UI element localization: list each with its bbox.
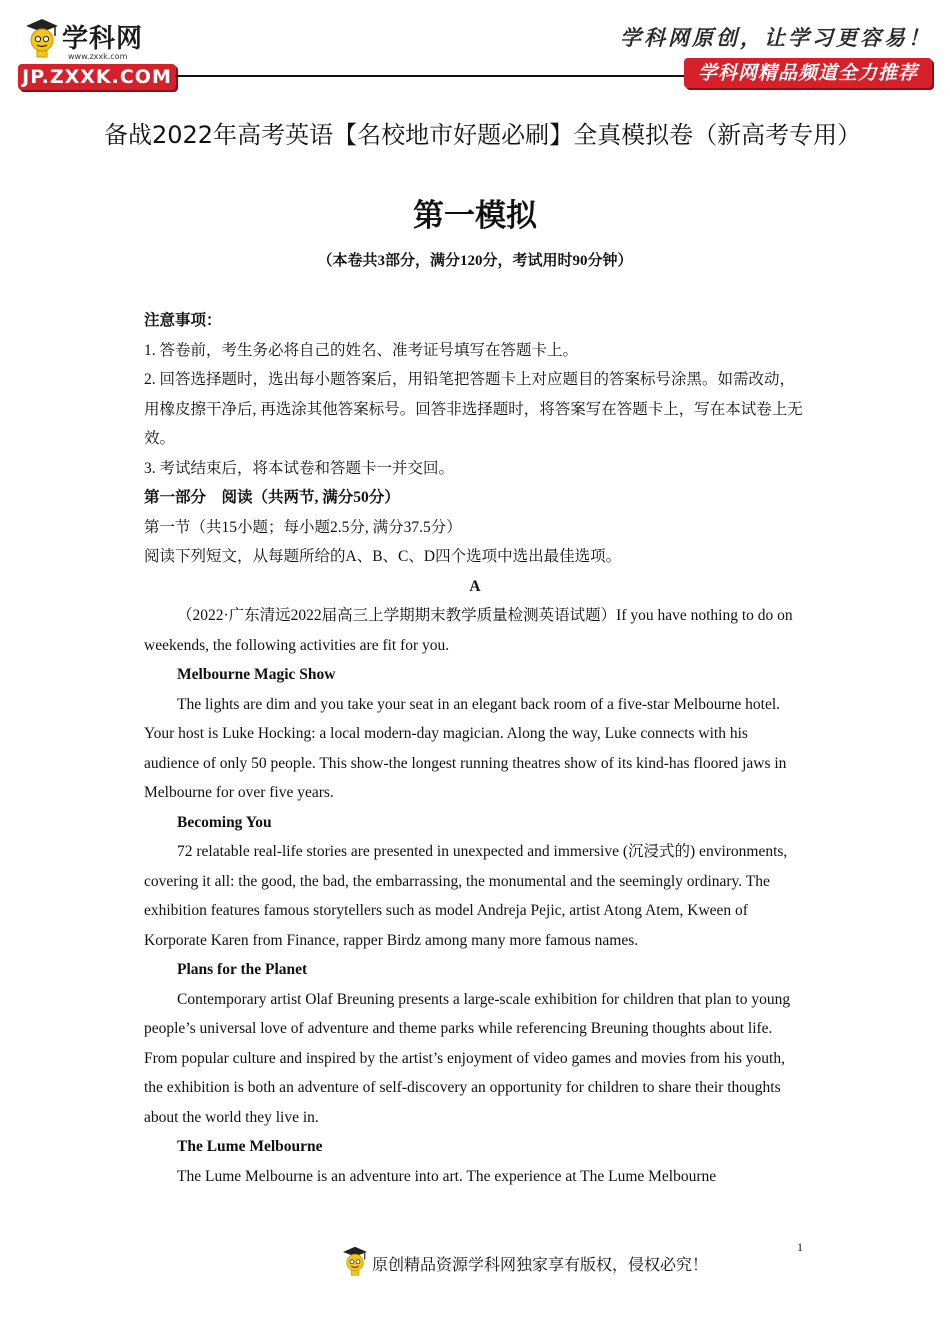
activity-text: The Lume Melbourne is an adventure into art. The experience at The Lume Melbourne <box>177 1167 717 1185</box>
activity-title: Becoming You <box>177 813 272 831</box>
activity-title: Plans for the Planet <box>177 961 308 978</box>
page-number: 1 <box>797 1240 803 1254</box>
document-body <box>144 306 806 1191</box>
activity-title: The Lume Melbourne <box>177 1138 323 1155</box>
header-divider <box>175 75 685 77</box>
passage-intro: （2022·广东清远2022届高三上学期期末教学质量检测英语试题）If you have nothing to do on weekends, the following activities are fit for you. <box>144 607 793 654</box>
note-item: 2. 回答选择题时，选出每小题答案后，用铅笔把答题卡上对应题目的答案标号涂黑。如需改动，用橡皮擦干净后, 再选涂其他答案标号。回答非选择题时，将答案写在答题卡上，写在本试卷上无效。 <box>144 371 803 447</box>
exam-info: （本卷共3部分，满分120分，考试用时90分钟） <box>317 253 633 269</box>
logo-name: 学科网 <box>62 24 144 54</box>
mascot-icon <box>340 1244 370 1278</box>
logo-badge: JP.ZXXK.COM <box>18 64 176 90</box>
note-item: 3. 考试结束后，将本试卷和答题卡一并交回。 <box>144 459 455 477</box>
site-logo[interactable] <box>18 12 188 96</box>
note-item: 1. 答卷前，考生务必将自己的姓名、准考证号填写在答题卡上。 <box>144 341 579 359</box>
header-slogan: 学科网原创，让学习更容易！ <box>620 25 932 50</box>
section-instruction: 阅读下列短文，从每题所给的A、B、C、D四个选项中选出最佳选项。 <box>144 548 622 565</box>
copyright-notice: 原创精品资源学科网独家享有版权，侵权必究！ <box>372 1257 709 1274</box>
section-heading: 第一节（共15小题；每小题2.5分, 满分37.5分） <box>144 518 462 536</box>
document-title: 备战2022年高考英语【名校地市好题必刷】全真模拟卷（新高考专用） <box>104 121 862 149</box>
page-header <box>0 0 950 100</box>
activity-title: Melbourne Magic Show <box>177 666 336 683</box>
logo-url: www.zxxk.com <box>68 52 128 61</box>
notes-heading: 注意事项： <box>144 312 222 329</box>
activity-text: The lights are dim and you take your seat in an elegant back room of a five-star Melbourne hotel. Your host is Luke Hocking: a local modern-day magician. Along the way, Luke connects with his audience of only 50 people. This show-the longest running theatres show of its kind-has floored jaws in Melbourne for over five years. <box>144 695 787 801</box>
mascot-icon <box>22 16 62 60</box>
page-footer <box>340 1244 760 1280</box>
activity-text: 72 relatable real-life stories are presented in unexpected and immersive (沉浸式的) environments, covering it all: the good, the bad, the embarrassing, the monumental and the seemingly ordinary. The exhibition features famous storytellers such as model Andreja Pejic, artist Atong Atem, Kween of Korporate Karen from Finance, rapper Birdz among many more famous names. <box>144 843 788 949</box>
activity-text: Contemporary artist Olaf Breuning presents a large-scale exhibition for children that plan to young people’s universal love of adventure and theme parks while referencing Breuning thoughts about life. From popular culture and inspired by the artist’s enjoyment of video games and movies from his youth, the exhibition is both an adventure of self-discovery an opportunity for children to share their thoughts about the world they live in. <box>144 990 791 1126</box>
document-subtitle: 第一模拟 <box>413 198 537 234</box>
promo-badge[interactable]: 学科网精品频道全力推荐 <box>684 58 932 88</box>
part-heading: 第一部分 阅读（共两节, 满分50分） <box>144 489 400 506</box>
passage-letter: A <box>469 577 481 595</box>
